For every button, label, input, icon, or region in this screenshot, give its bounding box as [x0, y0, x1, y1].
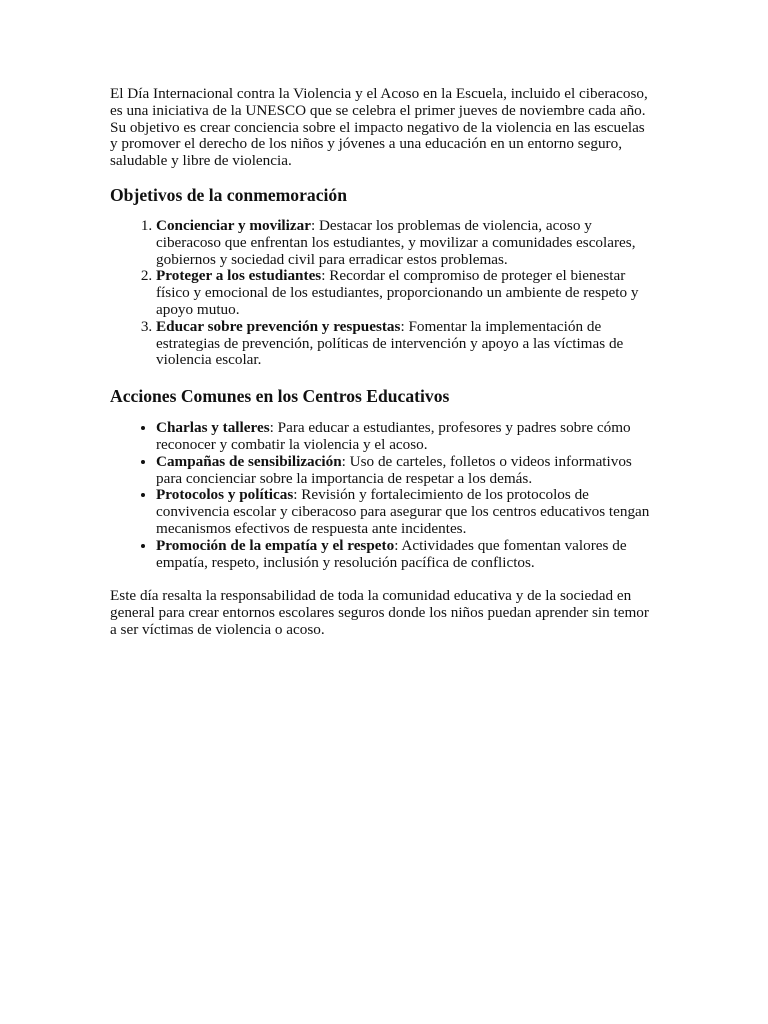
objetivo-text: : Fomentar la implementación de estrategias de prevención, políticas de intervención y apoyo a las víctimas de violencia escolar.: [156, 317, 624, 369]
closing-paragraph: Este día resalta la responsabilidad de toda la comunidad educativa y de la sociedad en general para crear entornos escolares seguros donde los niños puedan aprender sin temor a ser víctimas de violencia o acoso.: [110, 587, 649, 638]
document-page: [110, 86, 655, 639]
objetivo-term: Proteger a los estudiantes: [156, 267, 322, 285]
accion-item: [156, 454, 655, 488]
accion-term: Protocolos y políticas: [156, 486, 294, 504]
accion-term: Charlas y talleres: [156, 419, 270, 437]
objetivo-text: : Recordar el compromiso de proteger el bienestar físico y emocional de los estudiantes, proporcionando un ambiente de respeto y apoyo mutuo.: [156, 267, 639, 318]
objetivo-item: [156, 268, 655, 318]
objetivo-term: Concienciar y movilizar: [156, 216, 311, 234]
intro-paragraph: El Día Internacional contra la Violencia y el Acoso en la Escuela, incluido el ciberacoso, es una iniciativa de la UNESCO que se celebra el primer jueves de noviembre cada año. Su objetivo es crear conciencia sobre el impacto negativo de la violencia en las escuelas y promover el derecho de los niños y jóvenes a una educación en un entorno seguro, saludable y libre de violencia.: [110, 85, 648, 170]
objetivo-text: : Destacar los problemas de violencia, acoso y ciberacoso que enfrentan los estudiantes, y movilizar a comunidades escolares, gobiernos y sociedad civil para erradicar estos problemas.: [156, 216, 636, 268]
objetivo-item: [156, 319, 655, 369]
accion-term: Campañas de sensibilización: [156, 452, 342, 470]
accion-text: : Uso de carteles, folletos o videos informativos para concienciar sobre la importancia de respetar a los demás.: [156, 452, 632, 487]
accion-text: : Revisión y fortalecimiento de los protocolos de convivencia escolar y ciberacoso para asegurar que los centros educativos tengan mecanismos efectivos de respuesta ante incidentes.: [156, 486, 650, 537]
objetivos-heading: Objetivos de la conmemoración: [110, 184, 347, 205]
accion-item: [156, 487, 655, 537]
accion-item: [156, 538, 655, 572]
acciones-heading: Acciones Comunes en los Centros Educativos: [110, 386, 450, 407]
accion-text: : Actividades que fomentan valores de empatía, respeto, inclusión y resolución pacífica de conflictos.: [156, 536, 627, 571]
acciones-list: [110, 420, 655, 571]
objetivo-item: [156, 218, 655, 268]
objetivo-term: Educar sobre prevención y respuestas: [156, 317, 401, 335]
accion-item: [156, 420, 655, 454]
accion-text: : Para educar a estudiantes, profesores y padres sobre cómo reconocer y combatir la violencia y el acoso.: [156, 419, 631, 453]
objetivos-list: [110, 218, 655, 369]
accion-term: Promoción de la empatía y el respeto: [156, 536, 395, 554]
